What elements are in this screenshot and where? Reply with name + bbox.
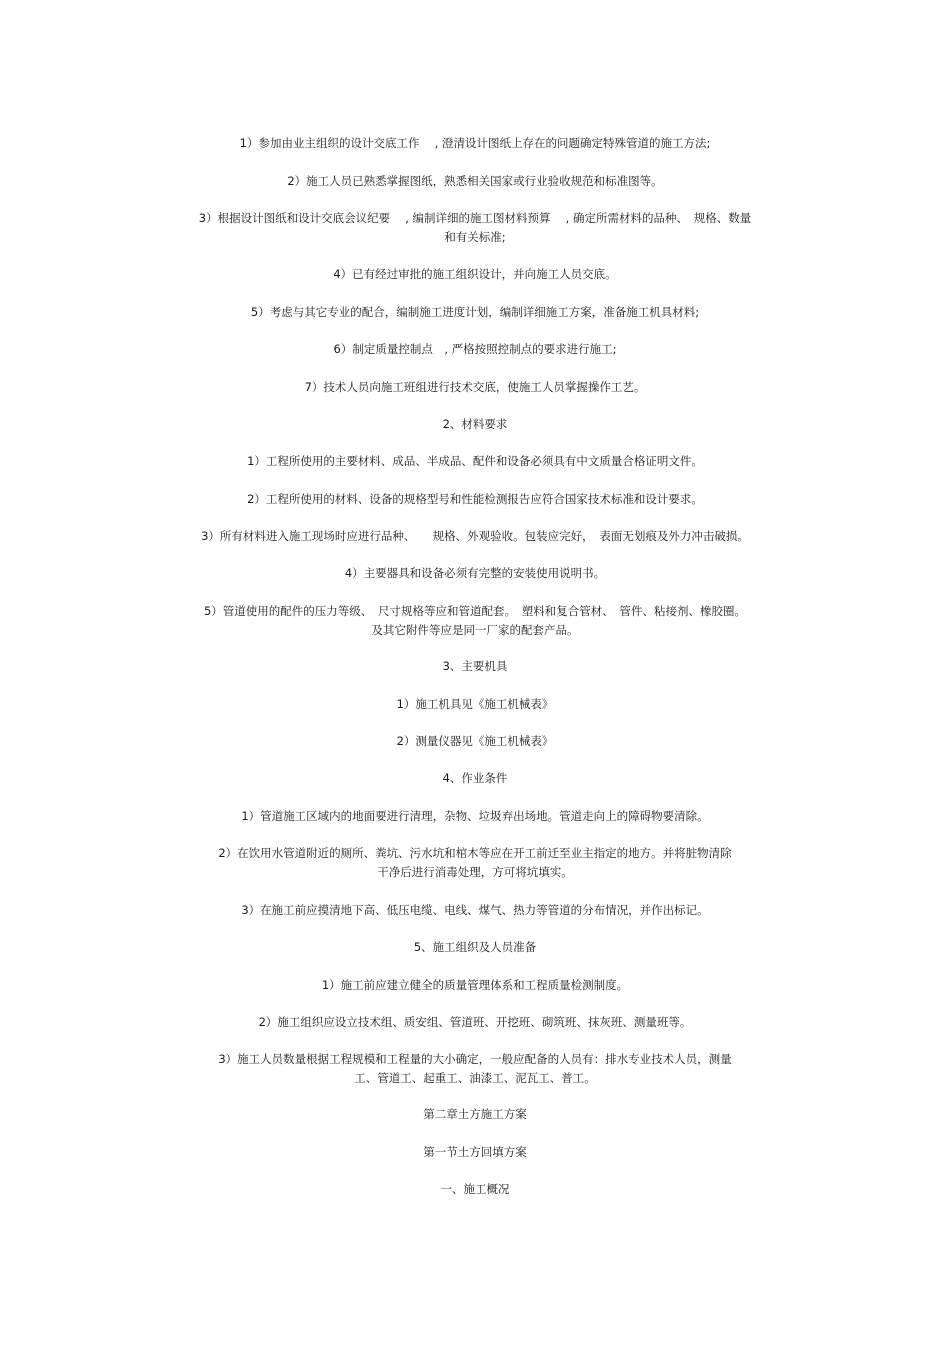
materials-item-2: 2）工程所使用的材料、设备的规格型号和性能检测报告应符合国家技术标准和设计要求。 [247, 492, 703, 506]
materials-item-3: 3）所有材料进入施工现场时应进行品种、 规格、外观验收。包装应完好， 表面无划痕及外力冲击破损。 [201, 529, 749, 543]
conditions-item-1: 1）管道施工区域内的地面要进行清理，杂物、垃圾弃出场地。管道走向上的障碍物要清除。 [241, 809, 709, 823]
materials-item-4: 4）主要器具和设备必须有完整的安装使用说明书。 [344, 566, 606, 580]
equipment-item-2: 2）测量仪器见《施工机械表》 [396, 734, 554, 748]
materials-heading: 2、材料要求 [442, 417, 508, 431]
prep-item-4: 4）已有经过审批的施工组织设计，并向施工人员交底。 [333, 267, 617, 281]
prep-item-3-cont: 和有关标准; [444, 230, 506, 244]
prep-item-2: 2）施工人员已熟悉掌握图纸，熟悉相关国家或行业验收规范和标准图等。 [287, 174, 663, 188]
chapter-title: 第二章土方施工方案 [423, 1107, 527, 1121]
equipment-heading: 3、主要机具 [442, 659, 508, 673]
conditions-heading: 4、作业条件 [442, 771, 508, 785]
organization-item-1: 1）施工前应建立健全的质量管理体系和工程质量检测制度。 [321, 978, 629, 992]
materials-item-5: 5）管道使用的配件的压力等级、 尺寸规格等应和管道配套。 塑料和复合管材、 管件、粘接剂、橡胶圈。 [203, 604, 747, 618]
materials-item-5-cont: 及其它附件等应是同一厂家的配套产品。 [371, 623, 579, 637]
prep-item-7: 7）技术人员向施工班组进行技术交底，使施工人员掌握操作工艺。 [304, 380, 646, 394]
conditions-item-2-cont: 干净后进行消毒处理，方可将坑填实。 [377, 865, 573, 879]
prep-item-3: 3）根据设计图纸和设计交底会议纪要 , 编制详细的施工图材料预算 , 确定所需材料的品种、 规格、数量 [198, 211, 752, 225]
prep-item-6: 6）制定质量控制点 , 严格按照控制点的要求进行施工; [333, 342, 617, 356]
materials-item-1: 1）工程所使用的主要材料、成品、半成品、配件和设备必须具有中文质量合格证明文件。 [247, 454, 703, 468]
organization-item-2: 2）施工组织应设立技术组、质安组、管道班、开挖班、砌筑班、抹灰班、测量班等。 [258, 1015, 692, 1029]
subsection-title: 一、施工概况 [440, 1182, 510, 1196]
organization-item-3: 3）施工人员数量根据工程规模和工程量的大小确定，一般应配备的人员有：排水专业技术人员，测量 [218, 1052, 732, 1066]
organization-heading: 5、施工组织及人员准备 [413, 940, 537, 954]
organization-item-3-cont: 工、管道工、起重工、油漆工、泥瓦工、普工。 [354, 1071, 596, 1085]
conditions-item-3: 3）在施工前应摸清地下高、低压电缆、电线、煤气、热力等管道的分布情况，并作出标记。 [241, 903, 709, 917]
prep-item-5: 5）考虑与其它专业的配合，编制施工进度计划，编制详细施工方案，准备施工机具材料; [250, 305, 700, 319]
section-title: 第一节土方回填方案 [423, 1145, 527, 1159]
prep-item-1: 1）参加由业主组织的设计交底工作 , 澄清设计图纸上存在的问题确定特殊管道的施工方法; [239, 136, 711, 150]
equipment-item-1: 1）施工机具见《施工机械表》 [396, 697, 554, 711]
conditions-item-2: 2）在饮用水管道附近的厕所、粪坑、污水坑和棺木等应在开工前迁至业主指定的地方。并将脏物清除 [218, 846, 732, 860]
